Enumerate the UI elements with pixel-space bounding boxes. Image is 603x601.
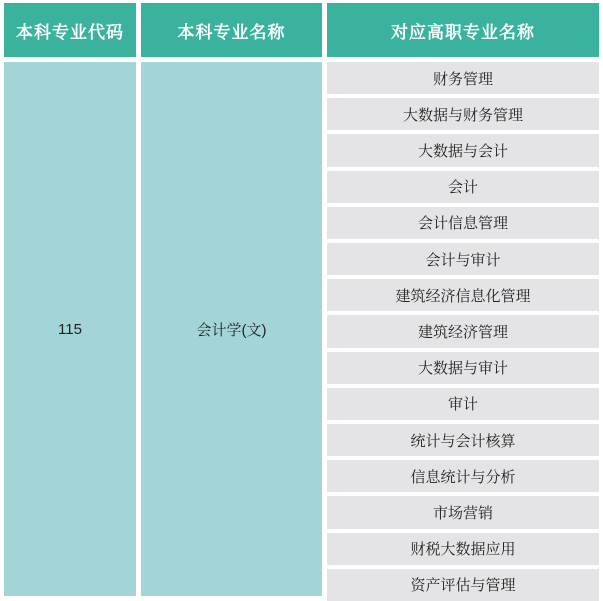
vocational-major-cell: 资产评估与管理 bbox=[327, 569, 599, 601]
undergrad-major-name-cell: 会计学(文) bbox=[141, 62, 322, 596]
table-body bbox=[4, 62, 599, 601]
vocational-major-cell: 统计与会计核算 bbox=[327, 424, 599, 456]
vocational-major-cell: 大数据与审计 bbox=[327, 352, 599, 384]
header-cell-vocational-major-name: 对应高职专业名称 bbox=[327, 3, 599, 57]
vocational-major-cell: 审计 bbox=[327, 388, 599, 420]
vocational-majors-column bbox=[327, 62, 599, 601]
vocational-major-cell: 会计 bbox=[327, 171, 599, 203]
vocational-major-cell: 会计与审计 bbox=[327, 243, 599, 275]
header-cell-undergrad-code: 本科专业代码 bbox=[4, 3, 136, 57]
vocational-major-cell: 大数据与会计 bbox=[327, 134, 599, 166]
vocational-major-cell: 建筑经济信息化管理 bbox=[327, 279, 599, 311]
vocational-major-cell: 财务管理 bbox=[327, 62, 599, 94]
vocational-major-cell: 会计信息管理 bbox=[327, 207, 599, 239]
vocational-major-cell: 大数据与财务管理 bbox=[327, 98, 599, 130]
vocational-major-cell: 建筑经济管理 bbox=[327, 315, 599, 347]
header-cell-undergrad-major-name: 本科专业名称 bbox=[141, 3, 322, 57]
vocational-major-cell: 财税大数据应用 bbox=[327, 533, 599, 565]
vocational-major-cell: 市场营销 bbox=[327, 496, 599, 528]
table-header-row bbox=[4, 3, 599, 57]
undergrad-code-cell: 115 bbox=[4, 62, 136, 596]
vocational-major-cell: 信息统计与分析 bbox=[327, 460, 599, 492]
